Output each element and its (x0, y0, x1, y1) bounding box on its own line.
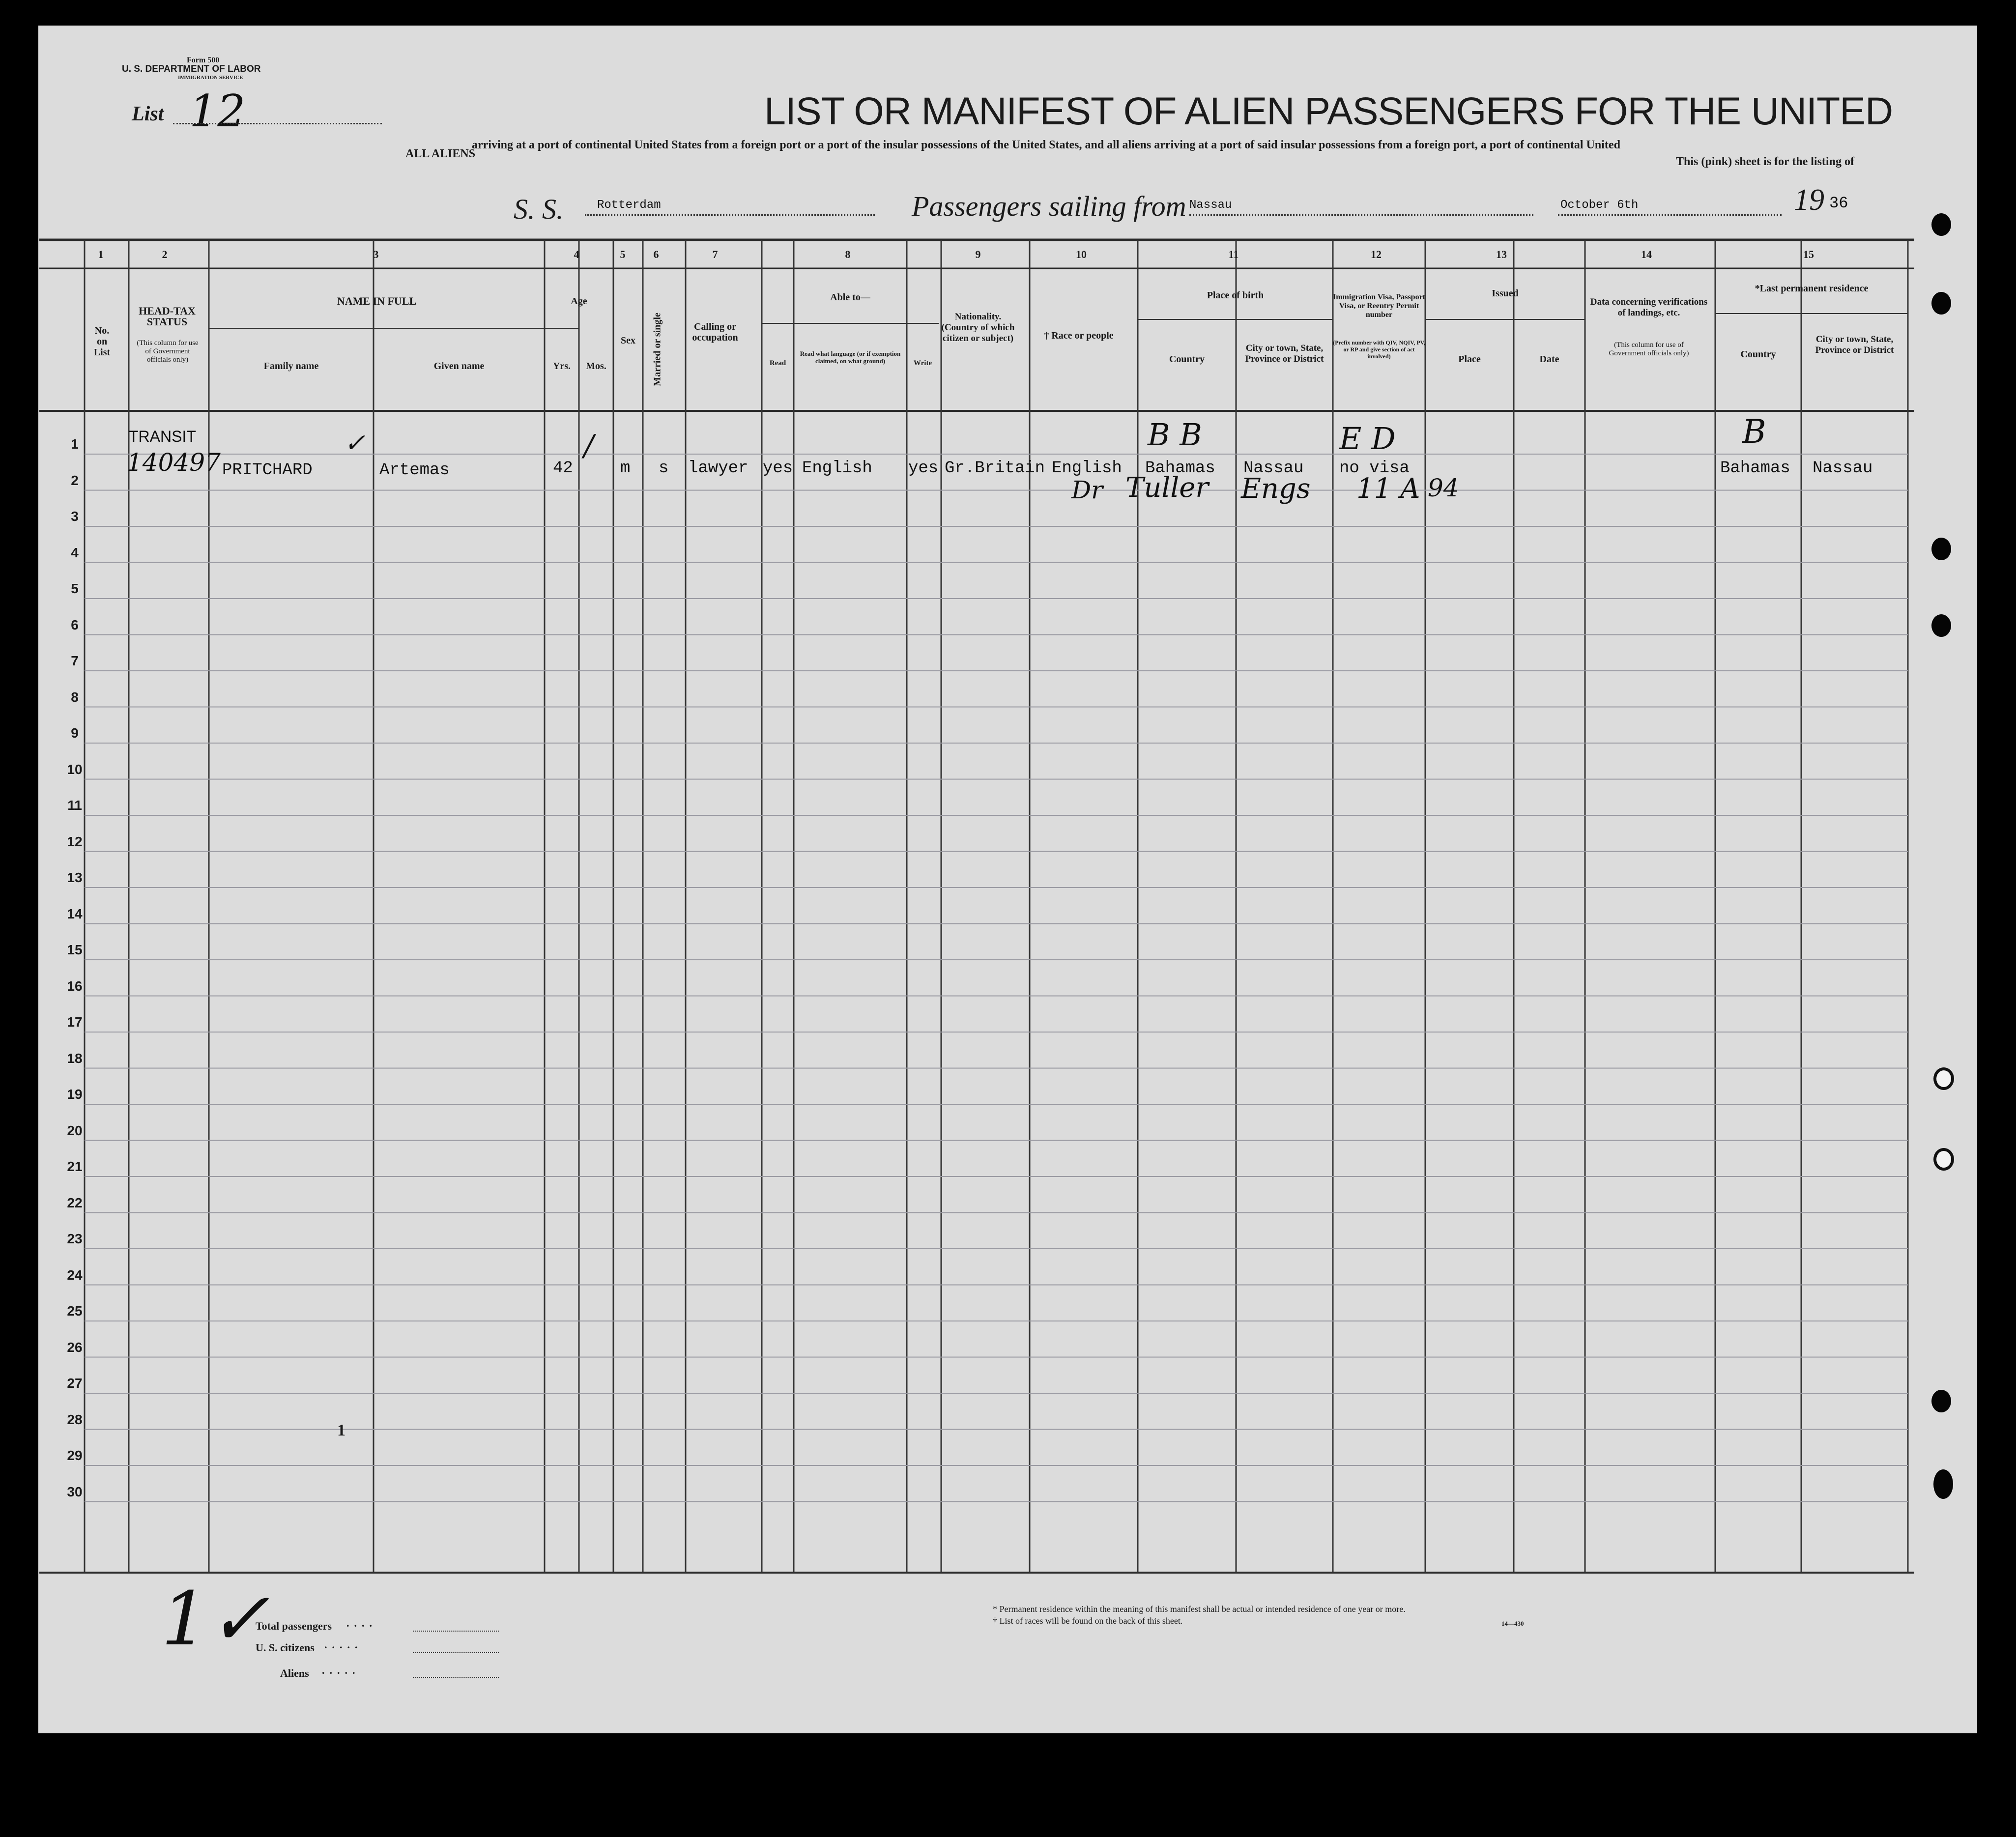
column-number: 2 (162, 248, 168, 260)
row-number: 4 (71, 545, 79, 560)
aliens-dots: ..... (322, 1664, 360, 1676)
row-number: 2 (71, 472, 79, 488)
year-suffix: 36 (1829, 194, 1848, 212)
column-number: 8 (845, 248, 851, 260)
header-read-language: Read what language (or if exemption claimed, on what ground) (800, 350, 901, 365)
nationality-cell: Gr.Britain (945, 459, 1045, 478)
row-number: 3 (71, 509, 79, 524)
row-number: 27 (67, 1376, 83, 1391)
row-number: 9 (71, 725, 79, 741)
row-number: 26 (67, 1339, 83, 1355)
residence-city-cell: Nassau (1813, 459, 1873, 478)
total-dots: .... (346, 1617, 377, 1629)
row-number: 25 (67, 1303, 83, 1319)
header-verifications: Data concerning verifications of landings, etc. (1590, 297, 1708, 318)
row-number: 30 (67, 1484, 83, 1499)
row-number: 24 (67, 1267, 83, 1283)
annotation-visa: E D (1339, 421, 1396, 457)
header-place-of-birth: Place of birth (1207, 290, 1264, 301)
annotation-residence: B (1742, 413, 1766, 451)
row-number: 16 (67, 978, 83, 994)
sailing-date: October 6th (1560, 199, 1639, 212)
ss-label: S. S. (514, 193, 564, 225)
row-number: 7 (71, 653, 79, 668)
race-cell: English (1052, 459, 1122, 478)
column-number: 1 (98, 248, 104, 260)
row-number: 18 (67, 1050, 83, 1066)
annotation-issued: 94 (1428, 474, 1459, 502)
row-number: 12 (67, 833, 83, 849)
header-write: Write (913, 359, 932, 367)
row-number: 19 (67, 1087, 83, 1102)
column-number: 6 (653, 248, 659, 260)
department: U. S. DEPARTMENT OF LABOR (122, 64, 261, 74)
citizens-line (413, 1652, 499, 1653)
form-number: Form 500 (187, 56, 220, 64)
header-age: Age (571, 296, 587, 307)
age-tick-mark-icon: / (584, 429, 594, 463)
total-line (413, 1631, 499, 1632)
given-name-cell: Artemas (379, 461, 450, 480)
header-race: † Race or people (1044, 330, 1114, 341)
header-verifications-note: (This column for use of Government officials only) (1609, 341, 1689, 357)
header-head-tax: HEAD-TAX STATUS (139, 305, 196, 328)
header-sex: Sex (621, 335, 635, 346)
row-number: 15 (67, 942, 83, 957)
column-number: 3 (373, 248, 379, 260)
total-passengers-label: Total passengers (256, 1620, 332, 1632)
column-number: 10 (1076, 248, 1087, 260)
ship-name: Rotterdam (597, 199, 661, 212)
margin-mark: 1 (337, 1421, 346, 1439)
service: IMMIGRATION SERVICE (178, 75, 243, 81)
column-number: 11 (1228, 248, 1239, 260)
row-number: 10 (67, 761, 83, 777)
row-number: 8 (71, 689, 79, 705)
family-name-cell: PRITCHARD (222, 461, 313, 480)
column-number: 7 (712, 248, 718, 260)
header-residence-country: Country (1740, 349, 1776, 360)
read-cell: yes (763, 459, 793, 478)
header-visa: Immigration Visa, Passport Visa, or Reentry Permit number (1333, 293, 1425, 319)
row-number: 1 (71, 436, 79, 452)
row-number: 5 (71, 581, 79, 596)
column-number: 13 (1496, 248, 1507, 260)
sex-cell: m (620, 459, 631, 478)
column-number: 5 (620, 248, 626, 260)
aliens-line (413, 1677, 499, 1678)
row-number: 6 (71, 617, 79, 632)
header-read: Read (769, 359, 786, 367)
annotation-race: Dr (1071, 476, 1103, 504)
citizens-label: U. S. citizens (256, 1641, 315, 1654)
row-number: 13 (67, 870, 83, 885)
row-number: 22 (67, 1195, 83, 1210)
header-able-to: Able to— (830, 292, 870, 303)
header-issued-date: Date (1539, 354, 1559, 365)
annotation-birth-city: Engs (1241, 473, 1311, 505)
subtitle: arriving at a port of continental United States from a foreign port or a port of the insular possessions of the United States, and all aliens arriving at a port of said insular possessions from a foreign port, a port of continental United (472, 139, 1620, 151)
header-residence-city: City or town, State, Province or District (1815, 334, 1894, 355)
citizens-dots: ..... (324, 1638, 363, 1651)
column-number: 15 (1803, 248, 1814, 260)
visa-cell: no visa (1339, 459, 1410, 478)
page-title: LIST OR MANIFEST OF ALIEN PASSENGERS FOR THE UNITED (764, 89, 1893, 133)
header-birth-country: Country (1169, 354, 1205, 365)
birth-country-cell: Bahamas (1145, 459, 1215, 478)
header-mos: Mos. (586, 361, 606, 372)
annotation-birth-country: B B (1148, 417, 1202, 453)
column-number: 14 (1641, 248, 1652, 260)
row-number: 23 (67, 1231, 83, 1246)
row-number: 20 (67, 1122, 83, 1138)
row-number: 29 (67, 1448, 83, 1463)
residence-country-cell: Bahamas (1720, 459, 1790, 478)
header-calling: Calling or occupation (692, 321, 738, 343)
year-prefix: 19 (1794, 183, 1824, 217)
header-head-tax-note: (This column for use of Government officials only) (137, 339, 199, 364)
header-birth-city: City or town, State, Province or District (1245, 343, 1324, 364)
head-tax-number: 140497 (127, 448, 221, 477)
column-number: 4 (574, 248, 579, 260)
header-yrs: Yrs. (552, 361, 571, 372)
port-name: Nassau (1189, 199, 1232, 212)
row-number: 17 (67, 1014, 83, 1030)
subtitle-bold: ALL ALIENS (405, 147, 476, 160)
header-married: Married or single (652, 313, 663, 386)
row-number: 21 (67, 1159, 83, 1174)
head-tax-status: TRANSIT (129, 428, 196, 445)
list-label: List (132, 103, 164, 125)
header-nationality: Nationality. (Country of which citizen or subject) (941, 312, 1015, 344)
row-number: 28 (67, 1411, 83, 1427)
column-number: 9 (975, 248, 981, 260)
language-cell: English (802, 459, 872, 478)
sailing-label: Passengers sailing from (912, 190, 1186, 222)
header-no-on-list: No. on List (93, 325, 111, 358)
form-code: 14—430 (1501, 1620, 1524, 1627)
check-mark-icon: ✓ (344, 429, 366, 458)
footer-check-mark: 1✓ (161, 1577, 270, 1662)
header-issued: Issued (1492, 288, 1519, 299)
marital-cell: s (659, 459, 669, 478)
list-number: 12 (189, 86, 246, 137)
header-issued-place: Place (1458, 354, 1481, 365)
row-number: 11 (67, 798, 82, 813)
header-visa-note: (Prefix number with QIV, NQIV, PV, or RP and give section of act involved) (1333, 339, 1425, 360)
birth-city-cell: Nassau (1243, 459, 1304, 478)
header-given-name: Given name (433, 361, 485, 372)
header-family-name: Family name (263, 361, 319, 372)
annotation-visa-2: 11 A (1356, 473, 1420, 505)
aliens-label: Aliens (280, 1667, 309, 1679)
annotation-birth-country-2: Tuller (1125, 472, 1209, 504)
footnote-residence: * Permanent residence within the meaning of this manifest shall be actual or intended residence of one year or more. (993, 1604, 1406, 1614)
header-name-in-full: NAME IN FULL (337, 295, 417, 307)
age-years-cell: 42 (553, 459, 573, 478)
subtitle-line2: This (pink) sheet is for the listing of (1676, 155, 1854, 168)
header-last-residence: *Last permanent residence (1755, 283, 1869, 294)
row-number: 14 (67, 906, 83, 921)
write-cell: yes (908, 459, 939, 478)
footnote-races: † List of races will be found on the back of this sheet. (993, 1616, 1183, 1626)
column-number: 12 (1371, 248, 1382, 260)
occupation-cell: lawyer (688, 459, 749, 478)
